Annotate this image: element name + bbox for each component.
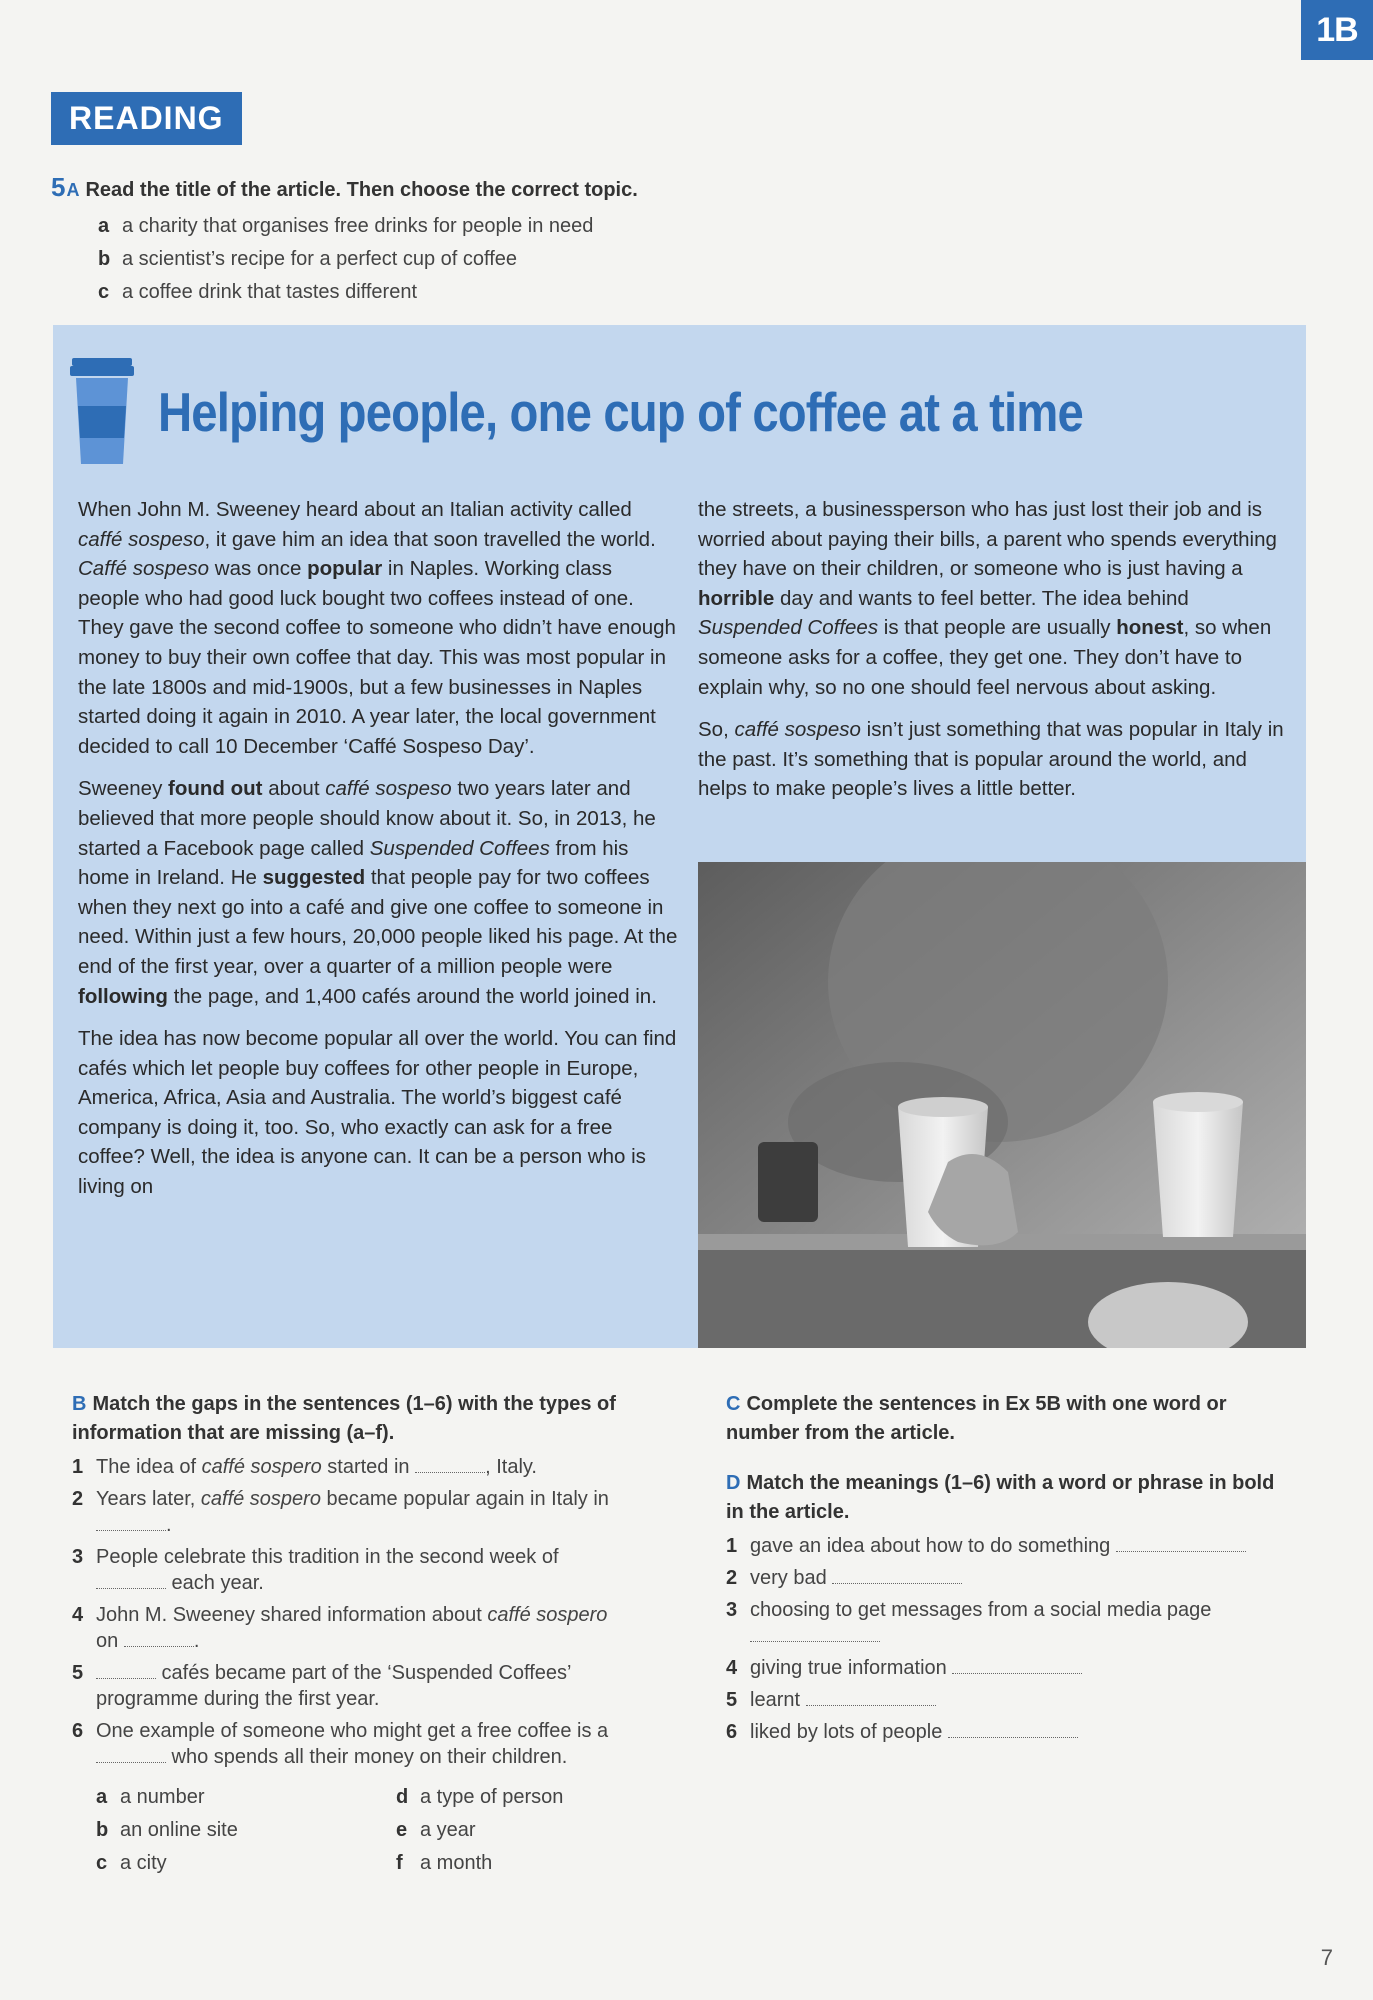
choice-key: b [96, 1819, 109, 1841]
choice-text: a year [420, 1819, 476, 1841]
choice-key: a [96, 1786, 108, 1808]
exercise-letter: C [726, 1393, 741, 1415]
choice-text: an online site [120, 1819, 238, 1841]
exercise-d [726, 1469, 1286, 1751]
choice-key: d [396, 1786, 409, 1808]
italic-term: Suspended Coffees [698, 616, 879, 640]
exercise-d-item [726, 1533, 1286, 1559]
item-number: 5 [72, 1662, 84, 1684]
exercise-b-item [72, 1718, 632, 1770]
item-text: choosing to get messages from a social media page [750, 1597, 1286, 1649]
item-number: 1 [72, 1456, 84, 1478]
exercise-letter: A [66, 180, 80, 200]
answer-blank[interactable] [96, 1660, 156, 1679]
exercise-c [726, 1390, 1286, 1448]
exercise-d-item [726, 1655, 1286, 1681]
exercise-b-choices [96, 1782, 632, 1879]
topic-option-b[interactable] [98, 243, 593, 276]
italic-term: caffé sospero [487, 1604, 608, 1626]
bold-term: following [78, 984, 168, 1008]
article-paragraph: Sweeney found out about caffé sospeso two years later and believed that more people should know about it. So, in 2013, he started a Facebook page called Suspended Coffees from his home in Ireland. He suggested that people pay for two coffees when they next go into a café and give one coffee to someone in need. Within just a few hours, 20,000 people liked his page. At the end of the first year, over a quarter of a million people were following the page, and 1,400 cafés around the world joined in. [78, 777, 678, 1008]
item-number: 5 [726, 1689, 738, 1711]
exercise-b-heading [72, 1390, 632, 1448]
choice-f [396, 1848, 596, 1879]
cafe-photo [698, 862, 1306, 1348]
option-text: a charity that organises free drinks for people in need [122, 215, 594, 237]
item-number: 4 [726, 1657, 738, 1679]
bold-term: horrible [698, 586, 775, 610]
article-panel [53, 325, 1306, 1348]
exercise-c-heading [726, 1390, 1286, 1448]
answer-blank[interactable] [806, 1687, 936, 1706]
italic-term: caffé sospeso [325, 777, 452, 801]
italic-term: caffé sospeso [78, 527, 205, 551]
exercise-letter: D [726, 1472, 741, 1494]
article-paragraph: The idea has now become popular all over the world. You can find cafés which let people buy coffees for other people in Europe, America, Africa, Asia and Australia. The world’s biggest café company is doing it, too. So, who exactly can ask for a free coffee? Well, the idea is anyone can. It can be a person who is living on [78, 1027, 677, 1199]
italic-term: Caffé sospeso [78, 557, 210, 581]
answer-blank[interactable] [1116, 1533, 1246, 1552]
article-paragraph: the streets, a businessperson who has just lost their job and is worried about paying their bills, a parent who spends everything they have on their children, or someone who is just having a horrible day and wants to feel better. The idea behind Suspended Coffees is that people are usually honest, so when someone asks for a coffee, they get one. They don’t have to explain why, so no one should feel nervous about asking. [698, 498, 1277, 699]
italic-term: caffé sospeso [734, 718, 861, 742]
item-number: 6 [726, 1721, 738, 1743]
exercise-number: 5 [51, 172, 66, 202]
topic-option-a[interactable] [98, 210, 593, 243]
answer-blank[interactable] [952, 1655, 1082, 1674]
exercise-d-item [726, 1565, 1286, 1591]
bold-term: honest [1116, 616, 1184, 640]
answer-blank[interactable] [750, 1623, 880, 1642]
exercise-instruction: Match the gaps in the sentences (1–6) with the types of information that are missing (a–f). [72, 1393, 616, 1444]
choice-b [96, 1815, 396, 1846]
page-number: 7 [1320, 1945, 1333, 1970]
coffee-cup-icon [70, 358, 134, 464]
bold-term: found out [168, 777, 263, 801]
item-number: 2 [726, 1567, 738, 1589]
exercise-d-item [726, 1597, 1286, 1649]
exercise-b-item [72, 1602, 632, 1654]
exercise-letter: B [72, 1393, 87, 1415]
exercise-5a-heading [51, 172, 638, 203]
option-key: c [98, 281, 110, 303]
choice-a [96, 1782, 396, 1813]
answer-blank[interactable] [96, 1744, 166, 1763]
item-text: Years later, caffé sospero became popular again in Italy in . [96, 1488, 609, 1536]
choice-text: a city [120, 1852, 167, 1874]
option-text: a scientist’s recipe for a perfect cup of coffee [122, 248, 518, 270]
item-text: John M. Sweeney shared information about caffé sospero on . [96, 1604, 608, 1652]
answer-blank[interactable] [948, 1719, 1078, 1738]
item-text: very bad [750, 1565, 962, 1591]
exercise-b-item [72, 1660, 632, 1712]
topic-option-c[interactable] [98, 276, 593, 309]
item-number: 6 [72, 1720, 84, 1742]
article-paragraph: When John M. Sweeney heard about an Italian activity called caffé sospeso, it gave him an idea that soon travelled the world. Caffé sospeso was once popular in Naples. Working class people who had good luck bought two coffees instead of one. They gave the second coffee to someone who didn’t have enough money to buy their own coffee that day. This was most popular in the late 1800s and mid-1900s, but a few businesses in Naples started doing it again in 2010. A year later, the local government decided to call 10 December ‘Caffé Sospeso Day’. [78, 498, 676, 758]
italic-term: caffé sospero [201, 1456, 322, 1478]
answer-blank[interactable] [96, 1512, 166, 1531]
exercise-b-item [72, 1486, 632, 1538]
exercise-d-item [726, 1687, 1286, 1713]
choice-key: f [396, 1852, 403, 1874]
choice-text: a month [420, 1852, 493, 1874]
item-text: The idea of caffé sospero started in , Italy. [96, 1456, 537, 1478]
item-number: 4 [72, 1604, 84, 1626]
item-number: 1 [726, 1535, 738, 1557]
answer-blank[interactable] [415, 1454, 485, 1473]
section-label: READING [51, 92, 242, 145]
topic-options [98, 210, 593, 309]
option-key: a [98, 215, 110, 237]
item-text: liked by lots of people [750, 1719, 1078, 1745]
item-text: One example of someone who might get a free coffee is a who spends all their money on their children. [96, 1720, 609, 1768]
item-text: giving true information [750, 1655, 1082, 1681]
exercise-d-heading [726, 1469, 1286, 1527]
exercise-b-items [72, 1454, 632, 1770]
exercise-instruction: Match the meanings (1–6) with a word or phrase in bold in the article. [726, 1472, 1275, 1523]
option-key: b [98, 248, 111, 270]
exercise-b-item [72, 1454, 632, 1480]
choice-text: a type of person [420, 1786, 564, 1808]
item-text: People celebrate this tradition in the second week of each year. [96, 1546, 559, 1594]
article-column-left [78, 495, 678, 1215]
item-text: learnt [750, 1687, 936, 1713]
choice-text: a number [120, 1786, 205, 1808]
answer-blank[interactable] [96, 1570, 166, 1589]
bold-term: suggested [262, 866, 366, 890]
answer-blank[interactable] [124, 1628, 194, 1647]
article-paragraph: So, caffé sospeso isn’t just something that was popular in Italy in the past. It’s something that is popular around the world, and helps to make people’s lives a little better. [698, 718, 1284, 801]
choice-key: e [396, 1819, 408, 1841]
italic-term: caffé sospero [200, 1488, 321, 1510]
item-text: cafés became part of the ‘Suspended Coffees’ programme during the first year. [96, 1662, 571, 1710]
exercise-b-item [72, 1544, 632, 1596]
bold-term: popular [307, 557, 383, 581]
choice-c [96, 1848, 396, 1879]
italic-term: Suspended Coffees [369, 836, 550, 860]
article-column-right [698, 495, 1298, 817]
item-number: 3 [72, 1546, 84, 1568]
article-title: Helping people, one cup of coffee at a time [158, 381, 1083, 443]
unit-badge: 1B [1301, 0, 1373, 60]
item-number: 2 [72, 1488, 84, 1510]
exercise-instruction: Read the title of the article. Then choose the correct topic. [85, 179, 638, 201]
choice-key: c [96, 1852, 108, 1874]
exercise-d-items [726, 1533, 1286, 1745]
exercise-b [72, 1390, 632, 1879]
item-number: 3 [726, 1599, 738, 1621]
option-text: a coffee drink that tastes different [122, 281, 417, 303]
choice-e [396, 1815, 596, 1846]
answer-blank[interactable] [832, 1565, 962, 1584]
exercise-instruction: Complete the sentences in Ex 5B with one word or number from the article. [726, 1393, 1227, 1444]
choice-d [396, 1782, 596, 1813]
item-text: gave an idea about how to do something [750, 1533, 1246, 1559]
exercise-d-item [726, 1719, 1286, 1745]
